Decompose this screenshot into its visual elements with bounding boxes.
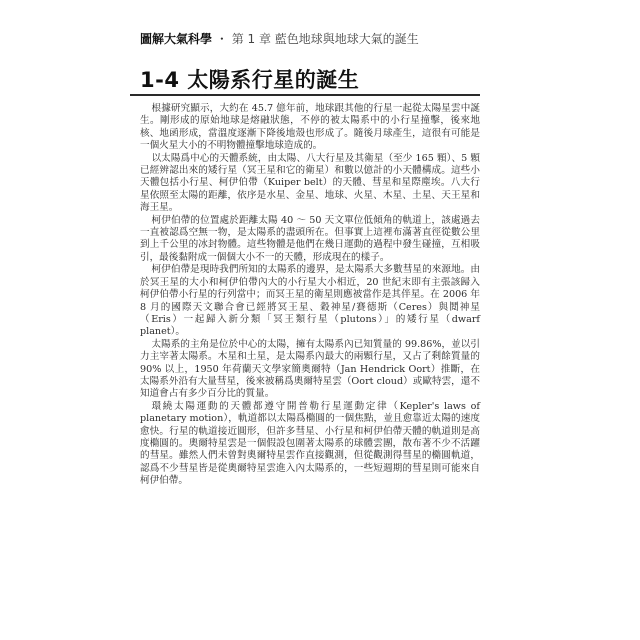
paragraph: 柯伊伯帶是現時我們所知的太陽系的邊界，是太陽系大多數彗星的來源地。由於冥王星的大小和柯伊伯帶內大的小行星大小相近，20 世紀末即有主張該歸入柯伊伯帶小行星的行列當中；而冥王星的衛星則應被當作是其伴星。在 2006 年 8 月的國際天文聯合會已經將冥王星、穀神星/賽德斯（Ceres）與鬩神星（Eris）一起歸入新分類「冥王類行星（plutons）」的矮行星（dwarf planet）。: [140, 264, 480, 338]
paragraph: 太陽系的主角是位於中心的太陽，擁有太陽系內已知質量的 99.86%，並以引力主宰著太陽系。木星和土星，是太陽系內最大的兩顆行星，又占了剩餘質量的 90% 以上，1950 年荷蘭天文學家簡奧爾特（Jan Hendrick Oort）推斷，在太陽系外沿有大量彗星，後來被稱爲奧爾特星雲（Oort cloud）或歐特雲，還不知道會占有多少百分比的質量。: [140, 338, 480, 400]
book-title: 圖解大氣科學: [140, 32, 213, 46]
paragraph: 柯伊伯帶的位置處於距離太陽 40 ～ 50 天文單位低傾角的軌道上，該處過去一直被認爲空無一物，是太陽系的盡頭所在。但事實上這裡布滿著直徑從數公里到上千公里的冰封物體。這些物體是他們在幾日運動的過程中發生碰撞，互相吸引，最後黏附成一個個大小不一的天體，形成現在的樣子。: [140, 214, 480, 263]
section-body: [140, 103, 480, 488]
paragraph: 以太陽爲中心的天體系統，由太陽、八大行星及其衛星（至少 165 顆）、5 顆已經辨認出來的矮行星（冥王星和它的衛星）和數以億計的小天體構成。這些小天體包括小行星、柯伊伯帶（Kuiper belt）的天體、彗星和星際塵埃。八大行星依照至太陽的距離，依序是水星、金星、地球、火星、木星、土星、天王星和海王星。: [140, 152, 480, 214]
header-separator: ・: [215, 32, 228, 46]
chapter-title: 第 1 章 藍色地球與地球大氣的誕生: [231, 32, 419, 46]
running-header: [140, 30, 419, 47]
title-underline: [130, 94, 480, 96]
section-title: 1-4 太陽系行星的誕生: [140, 68, 360, 92]
paragraph: 環繞太陽運動的天體都遵守開普勒行星運動定律（Kepler's laws of planetary motion），軌道都以太陽爲橢圓的一個焦點，並且愈靠近太陽的速度愈快。行星的軌道接近圓形，但許多彗星、小行星和柯伊伯帶天體的軌道則是高度橢圓的。奧爾特星雲是一個假設包圍著太陽系的球體雲團，散布著不少不活躍的彗星。雖然人們未曾對奧爾特星雲作直接觀測，但從觀測得彗星的橢圓軌道，認爲不少彗星皆是從奧爾特星雲進入內太陽系的，一些短週期的彗星則可能來自柯伊伯帶。: [140, 400, 480, 487]
paragraph: 根據研究顯示，大約在 45.7 億年前，地球跟其他的行星一起從太陽星雲中誕生。剛形成的原始地球是熔融狀態，不停的被太陽系中的小行星撞擊，後來地核、地函形成，當溫度逐漸下降後地殼也形成了。隨後月球產生，這很有可能是一個火星大小的不明物體撞擊地球造成的。: [140, 103, 480, 152]
